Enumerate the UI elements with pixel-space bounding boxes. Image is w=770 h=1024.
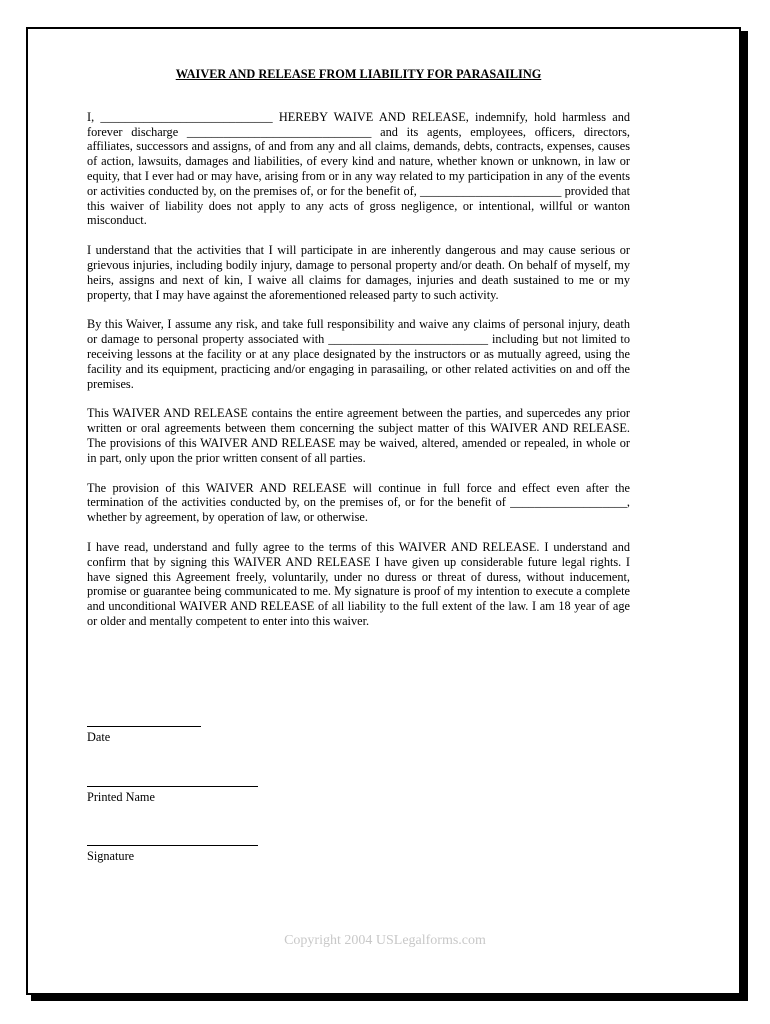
date-label: Date (87, 730, 111, 744)
copyright-footer: Copyright 2004 USLegalforms.com (284, 933, 486, 948)
printed-name-line (87, 786, 258, 787)
paragraph-assumption: By this Waiver, I assume any risk, and take full responsibility and waive any claims of personal injury, death or damage to personal property associated with __________________________ including but not limited to receiving lessons at the facility or at any place designated by the instructors or as mutually agreed, using the facility and its equipment, practicing and/or engaging in parasailing, or other related activities on and off the premises. (87, 317, 630, 391)
document-body (87, 67, 630, 644)
date-line (87, 726, 201, 727)
document-title: WAIVER AND RELEASE FROM LIABILITY FOR PARASAILING (175, 67, 542, 81)
signature-field[interactable] (87, 845, 258, 864)
paragraph-release: I, ____________________________ HEREBY WAIVE AND RELEASE, indemnify, hold harmless and forever discharge ______________________________ and its agents, employees, officers, directors, affiliates, successors and assigns, of and from any and all claims, demands, debts, contracts, expenses, causes of action, lawsuits, damages and liabilities, of every kind and nature, whether known or unknown, in law or equity, that I ever had or may have, arising from or in any way related to my participation in any of the events or activities conducted by, on the premises of, or for the benefit of, _______________________ provided that this waiver of liability does not apply to any acts of gross negligence, or intentional, willful or wanton misconduct. (87, 109, 630, 228)
signature-line (87, 845, 258, 846)
paragraph-entire-agreement: This WAIVER AND RELEASE contains the entire agreement between the parties, and supercedes any prior written or oral agreements between them concerning the subject matter of this WAIVER AND RELEASE. The provisions of this WAIVER AND RELEASE may be waived, altered, amended or repealed, in whole or in part, only upon the prior written consent of all parties. (87, 406, 630, 465)
printed-name-field[interactable] (87, 786, 258, 805)
signature-label: Signature (87, 849, 135, 863)
paragraph-risks: I understand that the activities that I will participate in are inherently dangerous and may cause serious or grievous injuries, including bodily injury, damage to personal property and/or death. On behalf of myself, my heirs, assigns and next of kin, I waive all claims for damages, injuries and death sustained to me or my property, that I may have against the aforementioned released party to such activity. (87, 243, 630, 302)
paragraph-acknowledgement: I have read, understand and fully agree to the terms of this WAIVER AND RELEASE. I understand and confirm that by signing this WAIVER AND RELEASE I have given up considerable future legal rights. I have signed this Agreement freely, voluntarily, under no duress or threat of duress, without inducement, promise or guarantee being communicated to me. My signature is proof of my intention to execute a complete and unconditional WAIVER AND RELEASE of all liability to the full extent of the law. I am 18 year of age or older and mentally competent to enter into this waiver. (87, 539, 630, 628)
printed-name-label: Printed Name (87, 790, 155, 804)
paragraph-survival: The provision of this WAIVER AND RELEASE will continue in full force and effect even after the termination of the activities conducted by, on the premises of, or for the benefit of ___________________, whether by agreement, by operation of law, or otherwise. (87, 480, 630, 525)
date-field[interactable] (87, 726, 201, 745)
